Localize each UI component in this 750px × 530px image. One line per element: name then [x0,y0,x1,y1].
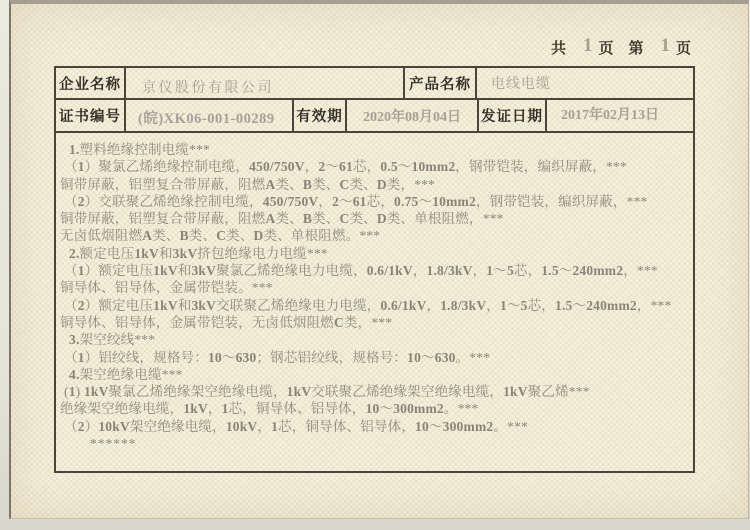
certificate-number-label: 证书编号 [56,100,126,131]
table-row-company-product [56,68,693,100]
scope-line: 无卤低烟阻燃A类、B类、C类、D类、单根阻燃。*** [60,228,381,244]
pagination-total-count: 1 [583,35,593,56]
pagination-page-number: 1 [660,35,671,56]
pagination-total-suffix: 页 [598,41,615,57]
scope-line: 1.塑料绝缘控制电缆*** [69,142,210,157]
pagination-page-suffix: 页 [676,41,693,57]
scope-line: 2.额定电压1kV和3kV挤包绝缘电力电缆*** [69,245,328,261]
scope-line: 4.架空绝缘电缆*** [69,366,183,382]
scope-line: 绝缘架空绝缘电缆，1kV，1芯，铜导体、铝导体，10～300mm2。*** [60,401,479,417]
pagination-total-prefix: 共 [551,41,568,57]
scope-line: （2）额定电压1kV和3kV交联聚乙烯绝缘电力电缆，0.6/1kV，1.8/3kV，1～5芯，1.5～240mm2，*** [64,297,672,313]
issue-date-value: 2017年02月13日 [561,108,659,123]
issue-date-label: 发证日期 [479,100,547,131]
product-name-value: 电线电缆 [491,77,551,92]
scope-line: （1）额定电压1kV和3kV聚氯乙烯绝缘电力电缆，0.6/1kV，1.8/3kV，1～5芯，1.5～240mm2，*** [64,263,658,279]
scope-line: （1）聚氯乙烯绝缘控制电缆，450/750V，2～61芯，0.5～10mm2，钢带铠装，编织屏蔽，*** [64,159,627,175]
scope-line: （2）10kV架空绝缘电缆，10kV，1芯，铜导体、铝导体，10～300mm2。*** [64,418,528,434]
company-name-value: 京仪股份有限公司 [126,68,405,98]
valid-until-value: 2020年08月04日 [347,100,479,131]
certification-scope-text [56,133,693,452]
scope-line: 3.架空绞线*** [69,332,156,348]
company-name-label: 企业名称 [56,68,126,98]
scope-line: 铜带屏蔽，铝塑复合带屏蔽，阻燃A类、B类、C类、D类、单根阻燃，*** [60,211,504,227]
scope-line: 铜带屏蔽，铝塑复合带屏蔽，阻燃A类、B类、C类、D类，*** [60,176,436,192]
scope-line: (1) 1kV聚氯乙烯绝缘架空绝缘电缆，1kV交联聚乙烯绝缘架空绝缘电缆，1kV聚乙烯*** [64,384,590,400]
scope-line: （1）铝绞线，规格号：10～630；钢芯铝绞线，规格号：10～630。*** [64,349,491,365]
certificate-paper [9,0,749,519]
scope-line: 铜导体、铝导体，金属带铠装。*** [60,280,273,296]
scope-line: ****** [90,436,137,452]
certificate-number-value: (皖)XK06-001-00289 [126,100,294,131]
valid-until-label: 有效期 [294,100,347,131]
pagination [551,37,692,59]
certificate-table [54,66,695,473]
product-name-label: 产品名称 [405,68,477,98]
table-row-certificate-dates [56,100,693,133]
pagination-page-prefix: 第 [628,41,645,57]
scope-line: 铜导体、铝导体，金属带铠装，无卤低烟阻燃C类，*** [60,314,393,330]
scope-line: （2）交联聚乙烯绝缘控制电缆，450/750V，2～61芯，0.75～10mm2，钢带铠装，编织屏蔽，*** [64,193,648,209]
